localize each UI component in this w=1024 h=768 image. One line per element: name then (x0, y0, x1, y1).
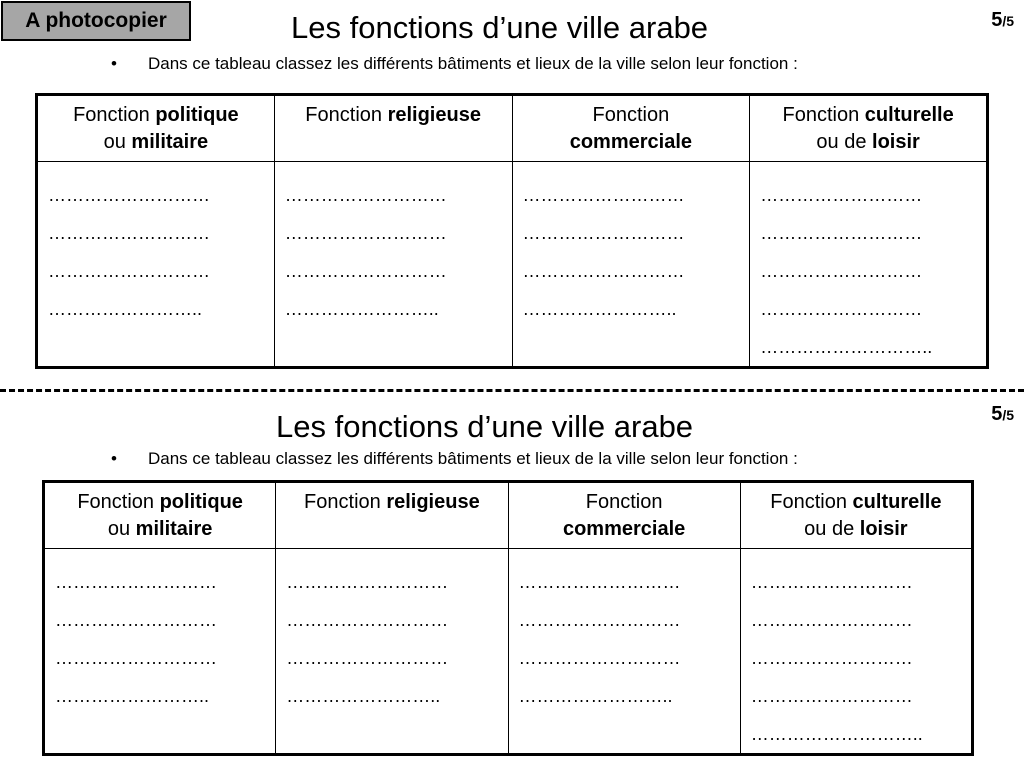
answer-cell-religieuse[interactable] (276, 549, 508, 755)
answer-line: ……………………… (522, 185, 685, 205)
header-commerciale: Fonction commerciale (512, 95, 750, 162)
header-culturelle: Fonction culturelle ou de loisir (750, 95, 988, 162)
answer-line: …………………….. (286, 686, 441, 706)
page-number (991, 403, 1014, 426)
answer-line: ……………………… (284, 223, 447, 243)
table-answer-row (37, 162, 988, 368)
header-commerciale: Fonction commerciale (508, 482, 740, 549)
answer-line: ……………………… (55, 610, 217, 630)
header-culturelle: Fonction culturelle ou de loisir (740, 482, 972, 549)
answer-line: ……………………… (750, 648, 913, 668)
answer-line: ……………………… (55, 648, 217, 668)
answer-cell-politique[interactable] (44, 549, 276, 755)
page-number-value: 5 (991, 9, 1003, 31)
answer-line: ……………………… (286, 648, 449, 668)
answer-line: ……………………… (48, 223, 210, 243)
table-header-row (44, 482, 973, 549)
answer-cell-culturelle[interactable] (750, 162, 988, 368)
worksheet-title: Les fonctions d’une ville arabe (291, 10, 709, 45)
answer-cell-politique[interactable] (37, 162, 275, 368)
answer-line: ……………………… (750, 686, 913, 706)
answer-line: ……………………… (760, 299, 923, 319)
instruction-text: Dans ce tableau classez les différents bâtiments et lieux de la ville selon leur fonction : (148, 54, 798, 73)
answer-line: ……………………… (286, 610, 449, 630)
answer-cell-commerciale[interactable] (512, 162, 750, 368)
instruction (111, 449, 798, 469)
answer-line: ……………………… (522, 261, 685, 281)
answer-cell-religieuse[interactable] (274, 162, 512, 368)
instruction-text: Dans ce tableau classez les différents bâtiments et lieux de la ville selon leur fonction : (148, 449, 798, 468)
page-number (991, 9, 1014, 32)
answer-line: ……………………… (48, 185, 210, 205)
answer-line: ……………………… (760, 185, 923, 205)
answer-line: ……………………… (750, 610, 913, 630)
answer-line: ……………………… (48, 261, 210, 281)
answer-line: …………………….. (518, 686, 673, 706)
answer-line: ……………………… (284, 185, 447, 205)
answer-line: ……………………… (750, 572, 913, 592)
functions-table (35, 93, 989, 369)
answer-line: ……………………… (760, 261, 923, 281)
instruction (111, 54, 798, 74)
page-number-value: 5 (991, 403, 1003, 425)
answer-cell-culturelle[interactable] (740, 549, 972, 755)
header-politique: Fonction politique ou militaire (44, 482, 276, 549)
answer-line: …………………….. (55, 686, 210, 706)
page-number-total: /5 (1002, 13, 1014, 29)
table-answer-row (44, 549, 973, 755)
answer-line: ……………………… (286, 572, 449, 592)
answer-line: …………………….. (48, 299, 203, 319)
bullet-point: • (111, 54, 117, 73)
header-politique: Fonction politique ou militaire (37, 95, 275, 162)
header-religieuse: Fonction religieuse (274, 95, 512, 162)
answer-line: ……………………… (522, 223, 685, 243)
photocopy-badge: A photocopier (1, 1, 191, 41)
answer-line: ……………………….. (750, 724, 923, 744)
answer-line: …………………….. (284, 299, 439, 319)
answer-line: ……………………… (518, 572, 681, 592)
answer-line: ……………………… (760, 223, 923, 243)
worksheet-title: Les fonctions d’une ville arabe (276, 409, 694, 444)
page-number-total: /5 (1002, 407, 1014, 423)
functions-table (42, 480, 974, 756)
answer-line: ……………………… (518, 648, 681, 668)
answer-line: …………………….. (522, 299, 677, 319)
answer-line: ……………………… (284, 261, 447, 281)
answer-line: ……………………… (518, 610, 681, 630)
bullet-point: • (111, 449, 117, 468)
answer-line: ……………………… (55, 572, 217, 592)
cut-line-divider (0, 389, 1024, 392)
answer-cell-commerciale[interactable] (508, 549, 740, 755)
answer-line: ……………………….. (760, 337, 933, 357)
table-header-row (37, 95, 988, 162)
header-religieuse: Fonction religieuse (276, 482, 508, 549)
